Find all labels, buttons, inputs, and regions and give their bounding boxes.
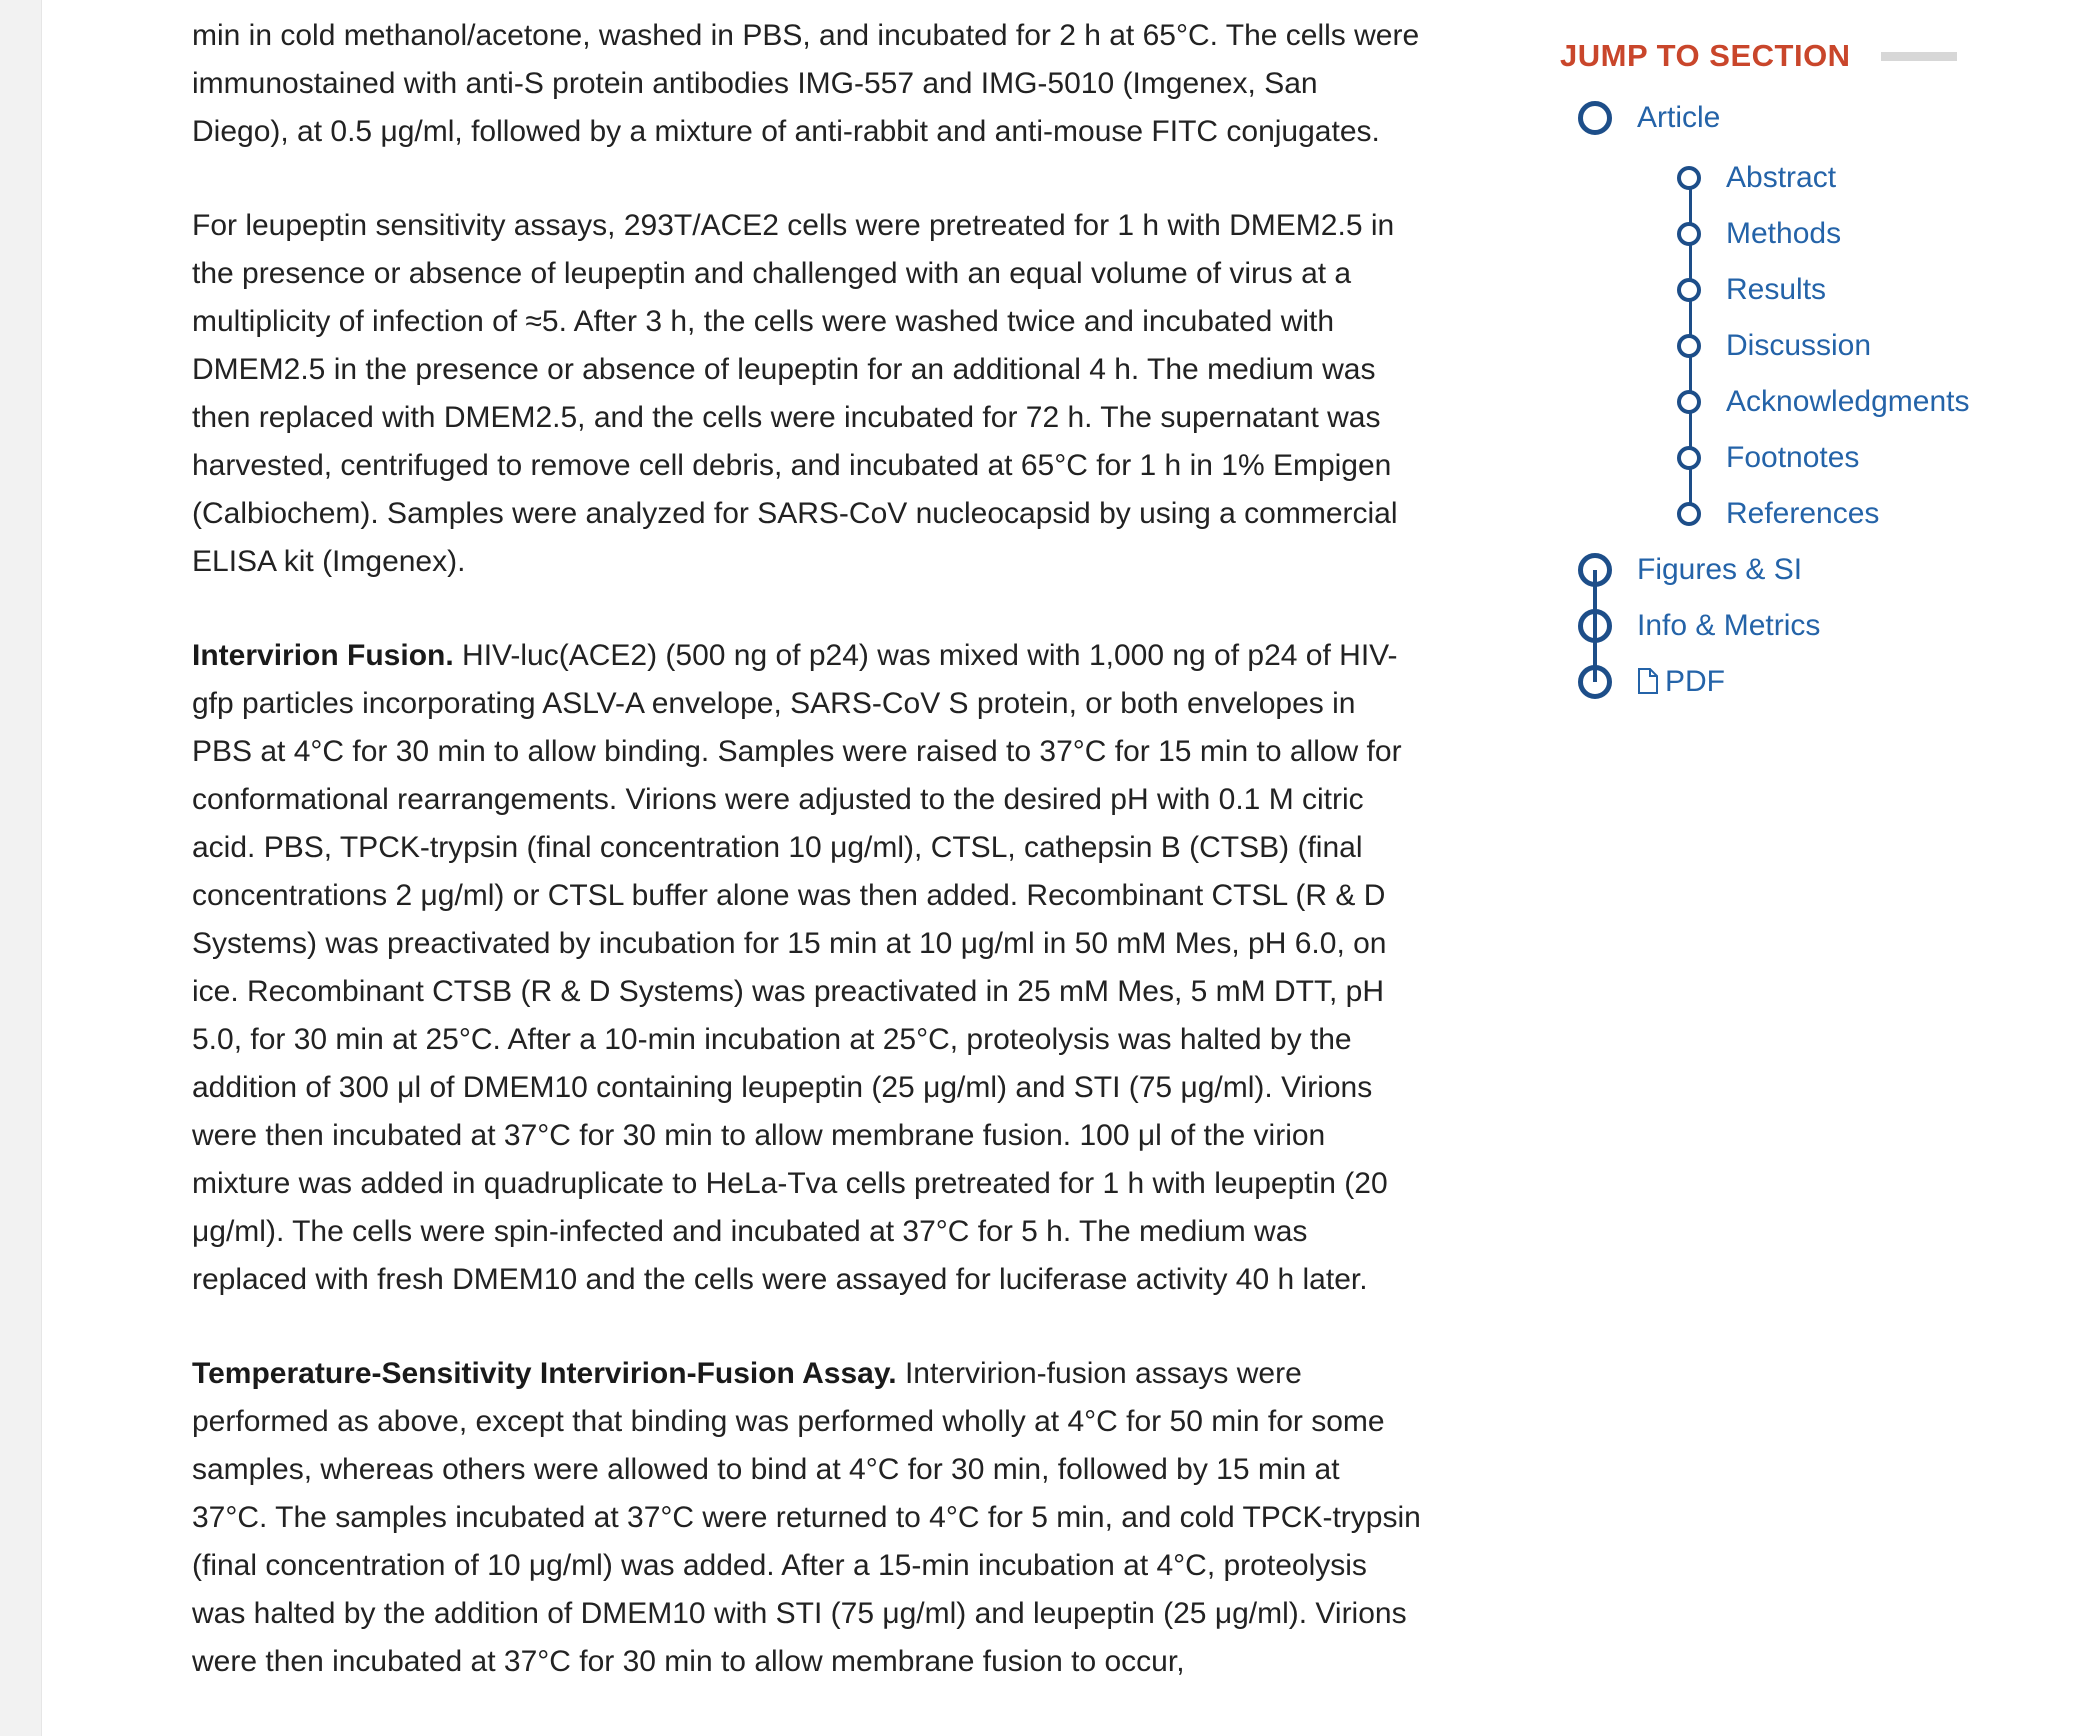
nav-item-label: References — [1726, 497, 1880, 530]
nav-item-label: Article — [1637, 101, 1721, 134]
nav-item-methods[interactable] — [1674, 206, 2080, 262]
connector-line — [1593, 570, 1597, 682]
nav-item-label: Acknowledgments — [1726, 385, 1970, 418]
paragraph-temperature-sensitivity — [192, 1350, 1422, 1686]
ring-marker-icon — [1578, 101, 1612, 135]
section-nav — [1560, 90, 2080, 710]
nav-item-discussion[interactable] — [1674, 318, 2080, 374]
jump-to-section-title: JUMP TO SECTION — [1560, 38, 1851, 73]
ring-marker-icon — [1677, 502, 1701, 526]
article-body — [192, 12, 1422, 1732]
nav-item-references[interactable] — [1674, 486, 2080, 542]
left-gutter — [0, 0, 42, 1736]
subsection-heading-intervirion-fusion: Intervirion Fusion. — [192, 639, 454, 672]
paragraph-text: Intervirion-fusion assays were performed as above, except that binding was performed wholly at 4°C for 50 min for some samples, whereas others were allowed to bind at 4°C for 30 min, followed by 15 min at 37°C. The samples incubated at 37°C were returned to 4°C for 5 min, and cold TPCK-trypsin (final concentration of 10 μg/ml) was added. After a 15-min incubation at 4°C, proteolysis was halted by the addition of DMEM10 with STI (75 μg/ml) and leupeptin (25 μg/ml). Virions were then incubated at 37°C for 30 min to allow membrane fusion to occur, — [192, 1357, 1421, 1678]
nav-item-label: Figures & SI — [1637, 553, 1803, 586]
ring-marker-icon — [1677, 222, 1701, 246]
secondary-sections — [1560, 542, 2080, 710]
nav-item-pdf[interactable] — [1560, 654, 2080, 710]
ring-marker-icon — [1677, 390, 1701, 414]
nav-item-label: Abstract — [1726, 161, 1837, 194]
paragraph-leupeptin-assay: For leupeptin sensitivity assays, 293T/ACE2 cells were pretreated for 1 h with DMEM2.5 in the presence or absence of leupeptin and challenged with an equal volume of virus at a multiplicity of infection of ≈5. After 3 h, the cells were washed twice and incubated with DMEM2.5 in the presence or absence of leupeptin for an additional 4 h. The medium was then replaced with DMEM2.5, and the cells were incubated for 72 h. The supernatant was harvested, centrifuged to remove cell debris, and incubated at 65°C for 1 h in 1% Empigen (Calbiochem). Samples were analyzed for SARS-CoV nucleocapsid by using a commercial ELISA kit (Imgenex). — [192, 209, 1398, 578]
article-subsections — [1674, 146, 2080, 542]
ring-marker-icon — [1677, 278, 1701, 302]
document-icon — [1637, 668, 1659, 694]
nav-item-label: Results — [1726, 273, 1827, 306]
nav-item-label: Discussion — [1726, 329, 1872, 362]
nav-item-acknowledgments[interactable] — [1674, 374, 2080, 430]
paragraph-intervirion-fusion — [192, 632, 1422, 1304]
nav-item-label: Methods — [1726, 217, 1842, 250]
pdf-label: PDF — [1665, 665, 1725, 698]
paragraph-immunostaining: min in cold methanol/acetone, washed in PBS, and incubated for 2 h at 65°C. The cells were immunostained with anti-S protein antibodies IMG-557 and IMG-5010 (Imgenex, San Diego), at 0.5 μg/ml, followed by a mixture of anti-rabbit and anti-mouse FITC conjugates. — [192, 19, 1420, 148]
nav-item-article[interactable] — [1560, 90, 2080, 146]
jump-to-section-panel — [1560, 28, 2080, 710]
paragraph-text: HIV-luc(ACE2) (500 ng of p24) was mixed with 1,000 ng of p24 of HIV-gfp particles incorporating ASLV-A envelope, SARS-CoV S protein, or both envelopes in PBS at 4°C for 30 min to allow binding. Samples were raised to 37°C for 15 min to allow for conformational rearrangements. Virions were adjusted to the desired pH with 0.1 M citric acid. PBS, TPCK-trypsin (final concentration 10 μg/ml), CTSL, cathepsin B (CTSB) (final concentrations 2 μg/ml) or CTSL buffer alone was then added. Recombinant CTSL (R & D Systems) was preactivated by incubation for 15 min at 10 μg/ml in 50 mM Mes, pH 6.0, on ice. Recombinant CTSB (R & D Systems) was preactivated in 25 mM Mes, 5 mM DTT, pH 5.0, for 30 min at 25°C. After a 10-min incubation at 25°C, proteolysis was halted by the addition of 300 μl of DMEM10 containing leupeptin (25 μg/ml) and STI (75 μg/ml). Virions were then incubated at 37°C for 30 min to allow membrane fusion. 100 μl of the virion mixture was added in quadruplicate to HeLa-Tva cells pretreated for 1 h with leupeptin (20 μg/ml). The cells were spin-infected and incubated at 37°C for 5 h. The medium was replaced with fresh DMEM10 and the cells were assayed for luciferase activity 40 h later. — [192, 639, 1402, 1296]
nav-item-label — [1637, 665, 1725, 699]
jump-header — [1560, 28, 2080, 84]
header-divider — [1881, 52, 1957, 61]
nav-item-footnotes[interactable] — [1674, 430, 2080, 486]
nav-item-label: Info & Metrics — [1637, 609, 1821, 642]
subsection-heading-temperature-sensitivity: Temperature-Sensitivity Intervirion-Fusion Assay. — [192, 1357, 897, 1390]
nav-item-label: Footnotes — [1726, 441, 1860, 474]
ring-marker-icon — [1677, 334, 1701, 358]
ring-marker-icon — [1677, 446, 1701, 470]
nav-item-info-metrics[interactable] — [1560, 598, 2080, 654]
ring-marker-icon — [1677, 166, 1701, 190]
nav-item-figures-si[interactable] — [1560, 542, 2080, 598]
nav-item-results[interactable] — [1674, 262, 2080, 318]
nav-item-abstract[interactable] — [1674, 150, 2080, 206]
